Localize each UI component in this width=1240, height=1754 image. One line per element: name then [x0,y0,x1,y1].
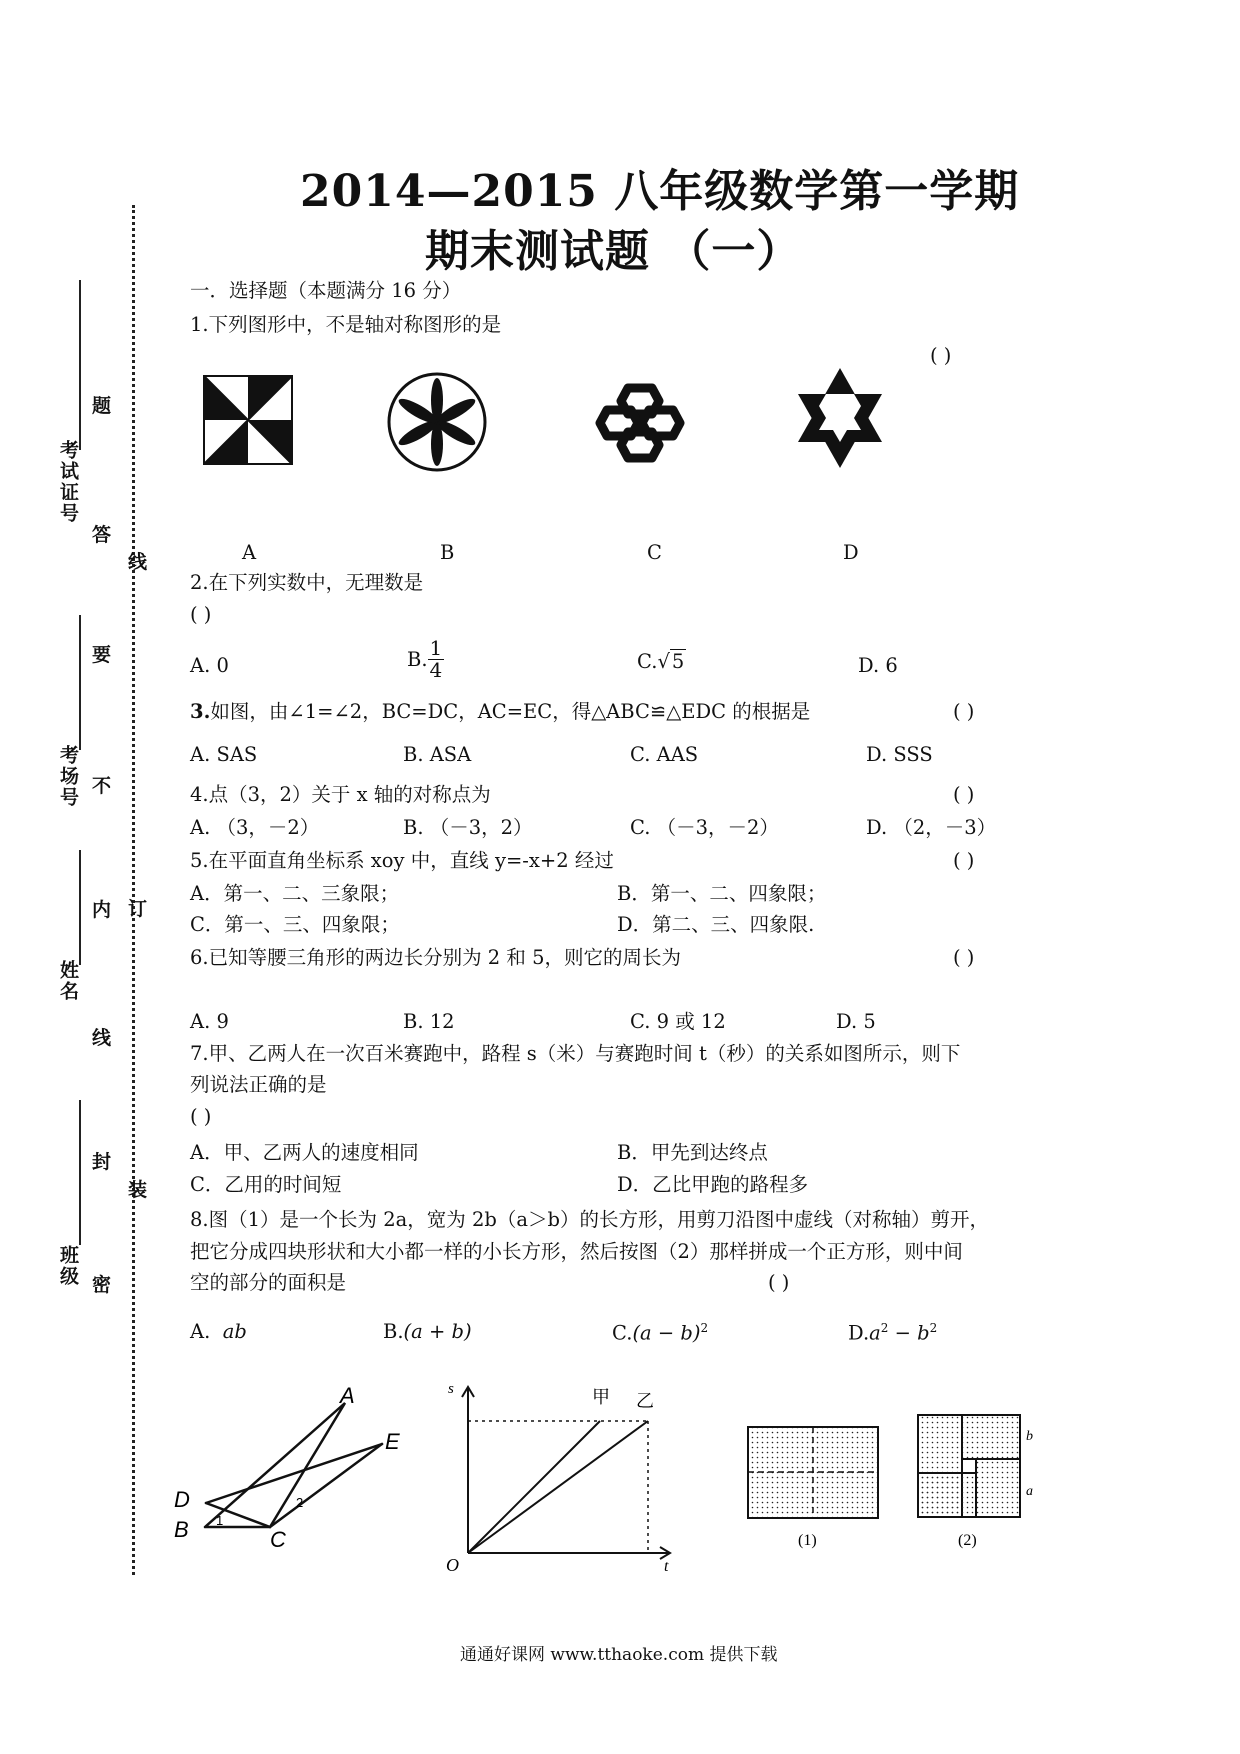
binding-char: 线 [128,551,148,573]
page-title-line2: 期末测试题 （一） [425,226,802,277]
q8-option-b-prefix: B. [383,1320,404,1343]
q7-graph-jia-label: 甲 [592,1387,610,1408]
q8-figure-1 [748,1427,878,1518]
warning-char: 题 [92,395,112,417]
q5-option-b: B．第一、二、四象限； [617,882,827,905]
q8-option-a-prefix: A. [190,1320,211,1343]
q8-stem-line1: 8.图（1）是一个长为 2a，宽为 2b（a＞b）的长方形，用剪刀沿图中虚线（对称轴）剪开， [190,1208,989,1231]
footer-credit: 通通好课网 www.tthaoke.com 提供下载 [460,1645,778,1665]
q1-label-a: A [242,541,257,564]
q8-option-a [190,1322,247,1342]
q4-answer-paren: ( ) [953,783,975,806]
q4-option-c: C. （－3，－2） [630,816,779,839]
q8-answer-paren: ( ) [768,1271,790,1294]
fraction-numerator: 1 [429,636,443,660]
q1-stem: 1.下列图形中，不是轴对称图形的是 [190,313,502,336]
q8-figure-2-caption: (2) [958,1532,977,1549]
section-heading: 一．选择题（本题满分 16 分） [190,279,462,302]
q2-option-d: D. 6 [858,654,898,677]
q1-label-b: B [440,541,455,564]
q7-option-d: D．乙比甲跑的路程多 [617,1173,809,1196]
field-underline-4 [79,1100,81,1245]
q8-option-d-expr: a [869,1321,881,1345]
q3-fig-label-d: D [174,1487,190,1512]
q8-figure-2-a-label: a [1026,1484,1033,1499]
q5-option-c: C．第一、三、四象限； [190,913,400,936]
q3-fig-label-e: E [385,1429,400,1454]
q5-option-a: A．第一、二、三象限； [190,882,400,905]
q8-option-a-expr: ab [222,1320,247,1343]
q3-stem [190,702,810,722]
q8-stem-line3: 空的部分的面积是 [190,1271,347,1294]
q8-option-d-minus: − b [888,1321,930,1345]
q3-fig-angle-1: 1 [216,1513,224,1528]
q7-stem-line2: 列说法正确的是 [190,1073,327,1096]
q4-option-b: B. （－3，2） [403,816,533,839]
q8-option-c [612,1322,708,1343]
q8-stem-line2: 把它分成四块形状和大小都一样的小长方形，然后按图（2）那样拼成一个正方形，则中间 [190,1240,963,1263]
q7-option-b: B．甲先到达终点 [617,1141,768,1164]
q2-option-c-prefix: C. [637,650,658,673]
field-label-room: 考场号 [57,745,79,808]
q3-option-a: A. SAS [190,743,258,766]
q3-fig-label-b: B [174,1517,189,1542]
q3-option-b: B. ASA [403,743,472,766]
q1-fig-a-pinwheel [200,372,296,468]
field-label-class: 班级 [57,1245,79,1287]
binding-dotted-line [132,205,135,1575]
q8-figure-1-caption: (1) [798,1532,817,1549]
q1-fig-c-hexagons [585,370,695,475]
sqrt-radical: √ 5 [657,650,685,673]
warning-char: 答 [92,524,112,546]
q8-rectangle-figures [740,1405,1060,1570]
q7-option-c: C．乙用的时间短 [190,1173,342,1196]
warning-char: 内 [92,899,112,921]
page-title-line1: 2014—2015 八年级数学第一学期 [300,166,1020,217]
q3-fig-angle-2: 2 [296,1495,304,1510]
q3-option-c: C. AAS [630,743,699,766]
q7-graph-yi-label: 乙 [636,1391,654,1412]
q1-label-c: C [647,541,662,564]
q4-stem: 4.点（3，2）关于 x 轴的对称点为 [190,783,491,806]
q3-answer-paren: ( ) [953,700,975,723]
q8-figure-2-b-label: b [1026,1429,1033,1444]
q7-st-graph [440,1375,680,1575]
q8-option-d-prefix: D. [848,1321,870,1345]
q1-answer-paren: ( ) [930,344,952,367]
q6-option-a: A. 9 [190,1010,229,1033]
q3-number: 3. [190,700,211,723]
field-label-exam-id: 考试证号 [57,440,79,524]
q3-fig-label-a: A [340,1385,355,1408]
q2-option-b [407,638,444,681]
sqrt-radicand: 5 [671,650,685,673]
q7-option-a: A．甲、乙两人的速度相同 [190,1141,419,1164]
warning-char: 要 [92,644,112,666]
q5-answer-paren: ( ) [953,849,975,872]
q8-option-b [383,1322,472,1342]
q8-option-c-exponent: 2 [700,1321,709,1335]
field-underline-3 [79,850,81,965]
q8-option-c-expr: (a − b) [632,1321,701,1345]
q7-graph-origin-label: O [446,1555,459,1575]
q5-option-d: D．第二、三、四象限. [617,913,815,936]
q3-triangle-figure [170,1385,420,1560]
field-underline-1 [79,280,81,450]
q7-graph-s-label: s [448,1381,454,1397]
q6-stem: 6.已知等腰三角形的两边长分别为 2 和 5，则它的周长为 [190,946,682,969]
q2-stem: 2.在下列实数中，无理数是 [190,571,424,594]
q6-option-d: D. 5 [836,1010,876,1033]
q2-answer-paren: ( ) [190,603,212,626]
q8-option-d-exponent1: 2 [880,1321,889,1335]
q2-option-b-prefix: B. [407,647,428,671]
q6-option-c: C. 9 或 12 [630,1010,726,1033]
q2-option-a: A. 0 [190,654,229,677]
q8-option-d [848,1322,937,1343]
q6-option-b: B. 12 [403,1010,455,1033]
q1-label-d: D [843,541,859,564]
q3-fig-label-c: C [270,1527,286,1552]
warning-char: 不 [92,775,112,797]
q5-stem: 5.在平面直角坐标系 xoy 中，直线 y=-x+2 经过 [190,849,614,872]
field-label-name: 姓名 [57,960,79,1002]
q2-option-c [637,652,686,672]
field-underline-2 [79,615,81,750]
binding-char: 装 [128,1179,148,1201]
q3-option-d: D. SSS [866,743,933,766]
warning-char: 密 [92,1274,112,1296]
q2-option-b-fraction [428,638,445,681]
binding-char: 订 [128,898,148,920]
q4-option-d: D. （2，－3） [866,816,997,839]
q7-stem-line1: 7.甲、乙两人在一次百米赛跑中，路程 s（米）与赛跑时间 t（秒）的关系如图所示，则下 [190,1042,961,1065]
q3-text: 如图，由∠1=∠2，BC=DC，AC=EC，得△ABC≌△EDC 的根据是 [210,700,811,723]
q8-option-d-exponent2: 2 [929,1321,938,1335]
q1-fig-d-star [790,364,890,474]
q7-graph-t-label: t [664,1558,669,1575]
q6-answer-paren: ( ) [953,946,975,969]
q7-answer-paren: ( ) [190,1105,212,1128]
q8-option-c-prefix: C. [612,1321,633,1345]
warning-char: 线 [92,1027,112,1049]
q8-figure-2 [918,1415,1020,1517]
fraction-denominator: 4 [429,658,443,682]
q4-option-a: A. （3，－2） [190,816,320,839]
q8-option-b-expr: (a + b) [403,1320,472,1343]
q1-fig-b-flower [385,370,489,474]
warning-char: 封 [92,1151,112,1173]
